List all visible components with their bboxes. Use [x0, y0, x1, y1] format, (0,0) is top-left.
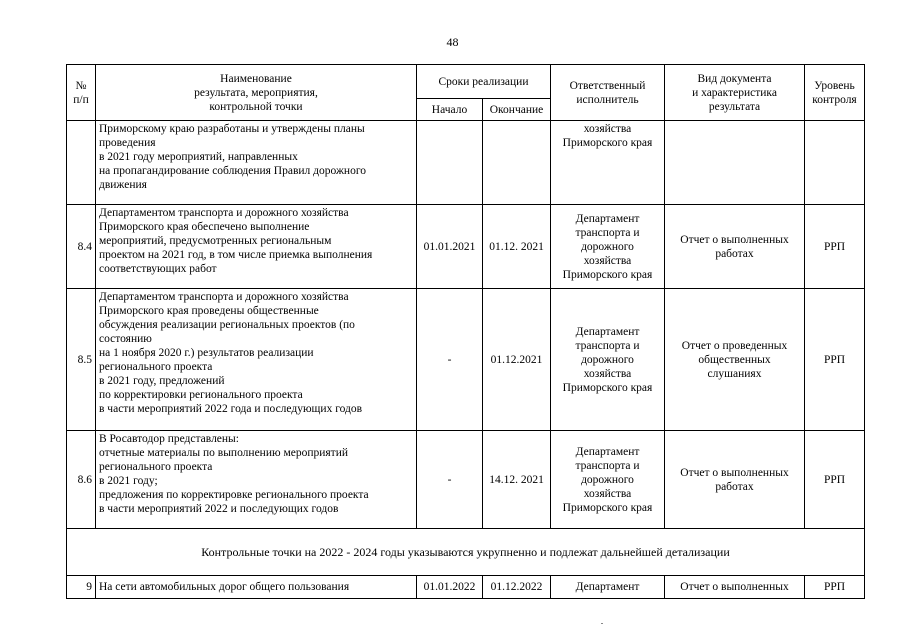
row-responsible: Департамент транспорта и дорожного хозяйства Приморского края	[551, 205, 665, 289]
row-name: В Росавтодор представлены: отчетные материалы по выполнению мероприятий регионального проекта в 2021 году; предложения по корректировке регионального проекта в части мероприятий 2022 и последующих годов	[96, 431, 417, 529]
header-responsible: Ответственный исполнитель	[551, 65, 665, 121]
header-start: Начало	[417, 99, 483, 121]
row-doc-type: Отчет о проведенных общественных слушаниях	[665, 289, 805, 431]
row-start: -	[417, 289, 483, 431]
row-level: РРП	[805, 576, 865, 599]
row-num: 9	[67, 576, 96, 599]
header-num: № п/п	[67, 65, 96, 121]
row-doc-type: Отчет о выполненных работах	[665, 205, 805, 289]
row-name: Департаментом транспорта и дорожного хозяйства Приморского края проведены общественные обсуждения реализации региональных проектов (по состоянию на 1 ноября 2020 г.) результатов реализации регионального проекта в 2021 году, предложений по корректировки регионального проекта в части мероприятий 2022 года и последующих годов	[96, 289, 417, 431]
header-name: Наименование результата, мероприятия, контрольной точки	[96, 65, 417, 121]
row-num	[67, 121, 96, 205]
row-end: 01.12.2022	[483, 576, 551, 599]
row-start: 01.01.2021	[417, 205, 483, 289]
row-level: РРП	[805, 431, 865, 529]
row-doc-type: Отчет о выполненных	[665, 576, 805, 599]
table-row	[67, 431, 865, 529]
row-doc-type: Отчет о выполненных работах	[665, 431, 805, 529]
row-end: 01.12.2021	[483, 289, 551, 431]
header-level: Уровень контроля	[805, 65, 865, 121]
header-row	[67, 65, 865, 99]
row-start	[417, 121, 483, 205]
table-row	[67, 205, 865, 289]
header-doc-type: Вид документа и характеристика результата	[665, 65, 805, 121]
control-points-table	[66, 64, 865, 599]
row-start: -	[417, 431, 483, 529]
row-responsible: Департамент	[551, 576, 665, 599]
table-row	[67, 289, 865, 431]
section-separator-text: Контрольные точки на 2022 - 2024 годы указываются укрупненно и подлежат дальнейшей детализации	[67, 529, 865, 576]
table-row	[67, 576, 865, 599]
row-level	[805, 121, 865, 205]
row-name: Департаментом транспорта и дорожного хозяйства Приморского края обеспечено выполнение мероприятий, предусмотренных региональным проектом на 2021 год, в том числе приемка выполнения соответствующих работ	[96, 205, 417, 289]
row-num: 8.6	[67, 431, 96, 529]
row-responsible: Департамент транспорта и дорожного хозяйства Приморского края	[551, 431, 665, 529]
header-end: Окончание	[483, 99, 551, 121]
row-doc-type	[665, 121, 805, 205]
page-number: 48	[446, 35, 459, 49]
row-level: РРП	[805, 289, 865, 431]
row-num: 8.5	[67, 289, 96, 431]
row-start: 01.01.2022	[417, 576, 483, 599]
row-responsible: хозяйства Приморского края	[551, 121, 665, 205]
row-name: На сети автомобильных дорог общего пользования	[96, 576, 417, 599]
header-dates: Сроки реализации	[417, 65, 551, 99]
scan-speck	[601, 623, 603, 624]
table-row	[67, 121, 865, 205]
row-num: 8.4	[67, 205, 96, 289]
section-separator-row	[67, 529, 865, 576]
row-end: 14.12. 2021	[483, 431, 551, 529]
row-name: Приморскому краю разработаны и утверждены планы проведения в 2021 году мероприятий, направленных на пропагандирование соблюдения Правил дорожного движения	[96, 121, 417, 205]
row-end	[483, 121, 551, 205]
row-level: РРП	[805, 205, 865, 289]
row-end: 01.12. 2021	[483, 205, 551, 289]
row-responsible: Департамент транспорта и дорожного хозяйства Приморского края	[551, 289, 665, 431]
